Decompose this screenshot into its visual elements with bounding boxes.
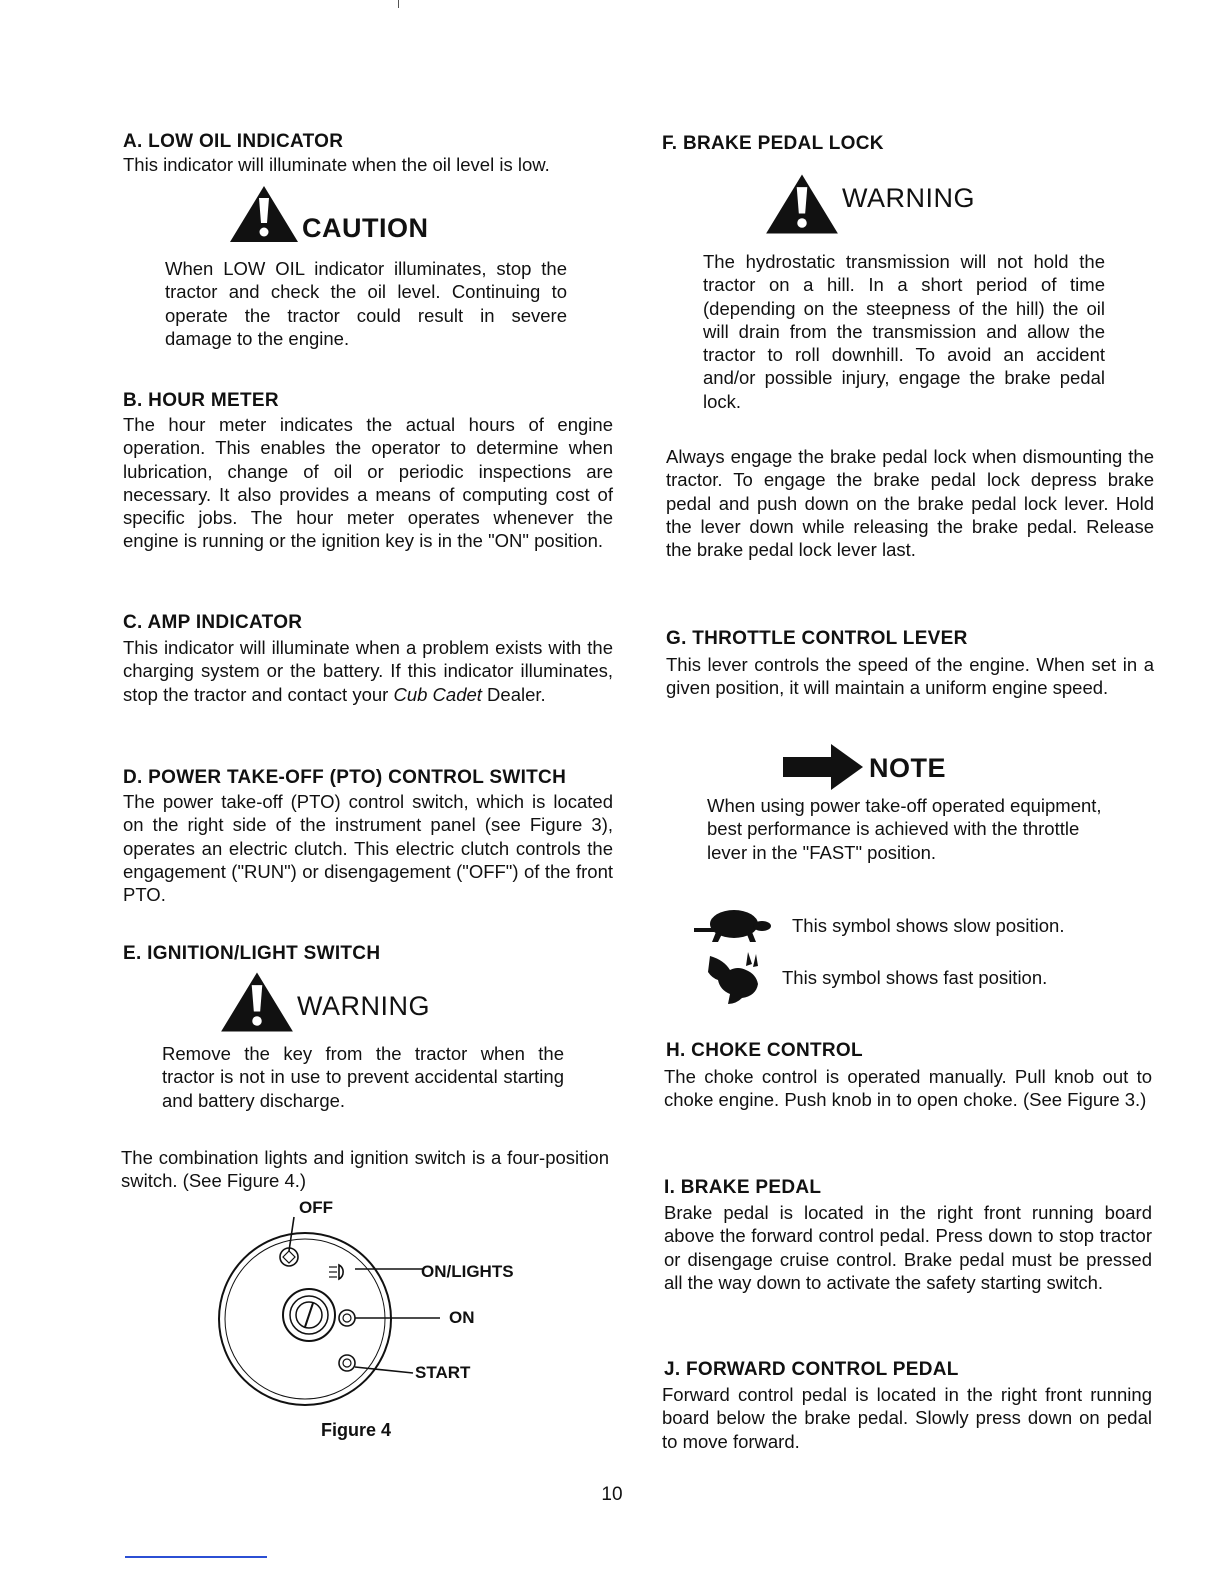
fast-symbol-text: This symbol shows fast position. (782, 967, 1048, 988)
warning-label-e: WARNING (297, 991, 430, 1021)
caution-label: CAUTION (302, 213, 429, 243)
warning-box-f (764, 172, 975, 236)
section-g-text: This lever controls the speed of the engine. When set in a given position, it will maintain a uniform engine speed. (666, 654, 1154, 699)
warning-triangle-icon (228, 184, 300, 244)
section-i-text: Brake pedal is located in the right front running board above the forward control pedal. Press down to stop tractor or disengage cruise control. Brake pedal must be pressed all the way down to activate the safety starting switch. (664, 1202, 1152, 1293)
page-mark (398, 0, 399, 8)
caution-box (228, 184, 429, 244)
section-b-text: The hour meter indicates the actual hours of engine operation. This enables the operator to determine when lubrication, change of oil or periodic inspections are necessary. It also provides a means of computing cost of specific jobs. The hour meter operates whenever the engine is running or the ignition key is in the "ON" position. (123, 414, 613, 552)
turtle-icon (694, 906, 774, 946)
section-f-heading: F. BRAKE PEDAL LOCK (662, 133, 884, 154)
warning-triangle-icon (219, 970, 295, 1034)
section-h-heading: H. CHOKE CONTROL (666, 1040, 863, 1061)
warning-text-f: The hydrostatic transmission will not hold the tractor on a hill. In a short period of time (depending on the steepness of the hill) the oil will drain from the transmission and allow the tractor to roll downhill. To avoid an accident and/or possible injury, engage the brake pedal lock. (703, 251, 1105, 412)
section-e-text: The combination lights and ignition switch is a four-position switch. (See Figure 4.) (121, 1147, 609, 1192)
rabbit-icon (704, 950, 764, 1006)
warning-box-e (219, 970, 430, 1034)
section-j-text: Forward control pedal is located in the right front running board below the brake pedal. Slowly press down on pedal to move forward. (662, 1384, 1152, 1452)
note-box (783, 744, 946, 790)
warning-text-e: Remove the key from the tractor when the tractor is not in use to prevent accidental starting and battery discharge. (162, 1043, 564, 1111)
brand-name: Cub Cadet (393, 683, 482, 705)
slow-symbol-text: This symbol shows slow position. (792, 915, 1065, 936)
figure-caption: Figure 4 (321, 1420, 392, 1440)
section-a-text: This indicator will illuminate when the oil level is low. (123, 154, 550, 175)
page-number: 10 (601, 1484, 623, 1505)
fast-symbol-row (704, 950, 1047, 1006)
section-g-heading: G. THROTTLE CONTROL LEVER (666, 628, 968, 649)
footer-rule (125, 1556, 267, 1558)
section-d-text: The power take-off (PTO) control switch, which is located on the right side of the instrument panel (see Figure 3), operates an electric clutch. This electric clutch controls the engagement ("RUN") or disengagement ("OFF") of the front PTO. (123, 791, 613, 906)
section-c-text: This indicator will illuminate when a problem exists with the charging system or the battery. If this indicator illuminates, stop the tractor and contact your Cub Cadet Dealer. (123, 637, 613, 705)
section-h-text: The choke control is operated manually. Pull knob out to choke engine. Push knob in to open choke. (See Figure 3.) (664, 1066, 1152, 1111)
note-arrow-icon (783, 744, 865, 790)
note-label: NOTE (869, 753, 947, 783)
figure-label-on: ON (449, 1308, 475, 1327)
note-text: When using power take-off operated equipment, best performance is achieved with the throttle lever in the "FAST" position. (707, 795, 1102, 863)
slow-symbol-row (694, 906, 1064, 946)
ignition-switch-diagram (215, 1215, 465, 1415)
section-d-heading: D. POWER TAKE-OFF (PTO) CONTROL SWITCH (123, 767, 567, 788)
section-i-heading: I. BRAKE PEDAL (664, 1177, 822, 1198)
section-a-heading: A. LOW OIL INDICATOR (123, 131, 344, 152)
section-b-heading: B. HOUR METER (123, 390, 279, 411)
figure-label-start: START (415, 1363, 471, 1382)
warning-label-f: WARNING (842, 183, 975, 213)
figure-label-on-lights: ON/LIGHTS (421, 1262, 514, 1281)
figure-label-off: OFF (299, 1198, 333, 1217)
section-f-text: Always engage the brake pedal lock when dismounting the tractor. To engage the brake pedal lock depress brake pedal and push down on the brake pedal lock lever. Hold the lever down while releasing the brake pedal. Release the brake pedal lock lever last. (666, 446, 1154, 561)
section-j-heading: J. FORWARD CONTROL PEDAL (664, 1359, 959, 1380)
warning-triangle-icon (764, 172, 840, 236)
caution-text: When LOW OIL indicator illuminates, stop the tractor and check the oil level. Continuing to operate the tractor could result in severe damage to the engine. (165, 258, 567, 349)
section-c-heading: C. AMP INDICATOR (123, 612, 303, 633)
section-e-heading: E. IGNITION/LIGHT SWITCH (123, 943, 381, 964)
